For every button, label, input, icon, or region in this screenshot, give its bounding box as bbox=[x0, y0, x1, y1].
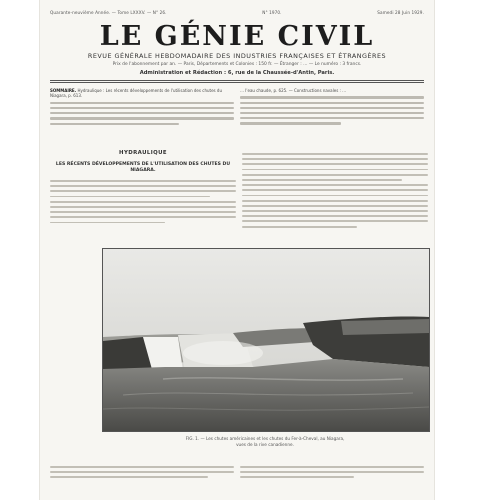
text-line bbox=[242, 205, 428, 207]
text-line bbox=[242, 226, 357, 228]
text-line bbox=[50, 112, 234, 114]
issue-date: Samedi 28 Juin 1929. bbox=[377, 10, 424, 15]
text-line bbox=[240, 117, 424, 119]
text-line bbox=[240, 107, 424, 109]
text-line bbox=[50, 180, 236, 182]
niagara-falls-photo bbox=[102, 248, 430, 432]
caption-line-1: FIG. 1. — Les chutes américaines et les chutes du Fer-à-Cheval, au Niagara, bbox=[185, 436, 345, 441]
text-line bbox=[242, 200, 428, 202]
text-line bbox=[242, 153, 428, 155]
text-line bbox=[50, 201, 236, 203]
niagara-falls-image bbox=[103, 249, 429, 431]
masthead-topline bbox=[50, 10, 424, 15]
journal-title: LE GÉNIE CIVIL bbox=[99, 21, 375, 52]
text-line bbox=[50, 107, 234, 109]
text-line bbox=[50, 471, 234, 473]
text-line bbox=[242, 215, 428, 217]
text-line bbox=[50, 185, 236, 187]
article-title: LES RÉCENTS DÉVELOPPEMENTS DE L'UTILISATION DES CHUTES DU NIAGARA. bbox=[55, 162, 231, 173]
issue-volume: Quarante-neuvième Année. — Tome LXXXV. — N° 26. bbox=[50, 10, 167, 15]
text-line bbox=[240, 476, 354, 478]
text-line bbox=[50, 466, 234, 468]
text-line bbox=[242, 174, 428, 176]
masthead-rule bbox=[50, 80, 424, 81]
issue-number: N° 1970. bbox=[262, 10, 282, 15]
text-line bbox=[242, 220, 428, 222]
text-line bbox=[50, 206, 236, 208]
figure-caption bbox=[102, 436, 428, 447]
summary-column-left bbox=[50, 88, 234, 140]
text-line bbox=[242, 179, 402, 181]
summary-heading: SOMMAIRE. bbox=[50, 88, 77, 93]
article-column-left bbox=[50, 180, 236, 232]
text-line bbox=[242, 210, 428, 212]
text-line bbox=[240, 471, 424, 473]
text-line bbox=[50, 211, 236, 213]
text-line bbox=[240, 102, 424, 104]
article-column-right bbox=[242, 153, 428, 233]
text-line bbox=[242, 163, 428, 165]
table-of-contents bbox=[50, 88, 424, 140]
summary-continued: … l'eau chaude, p. 625. — Constructions navales : … bbox=[240, 88, 347, 93]
journal-subtitle: REVUE GÉNÉRALE HEBDOMADAIRE DES INDUSTRIES FRANÇAISES ET ÉTRANGÈRES bbox=[87, 52, 387, 60]
summary-column-right bbox=[240, 88, 424, 140]
text-line bbox=[242, 195, 428, 197]
masthead-rule-thin bbox=[50, 82, 424, 83]
administration-line: Administration et Rédaction : 6, rue de la Chaussée-d'Antin, Paris. bbox=[139, 70, 335, 76]
text-line bbox=[242, 189, 428, 191]
text-line bbox=[50, 123, 179, 125]
continuation-text bbox=[50, 466, 424, 482]
text-line bbox=[50, 190, 236, 192]
text-line bbox=[240, 96, 424, 98]
text-line bbox=[240, 112, 424, 114]
text-line bbox=[50, 222, 165, 224]
text-line bbox=[50, 476, 208, 478]
section-heading: HYDRAULIQUE bbox=[119, 150, 167, 156]
subscription-line: Prix de l'abonnement par an. — Paris, Départements et Colonies : 150 fr. — Étranger : … — Le numéro : 3 francs. bbox=[112, 62, 362, 67]
bottom-column-right bbox=[240, 466, 424, 482]
text-line bbox=[242, 184, 428, 186]
text-line bbox=[242, 158, 428, 160]
text-line bbox=[242, 169, 428, 171]
text-line bbox=[50, 102, 234, 104]
text-line bbox=[50, 117, 234, 119]
text-line bbox=[50, 216, 236, 218]
summary-first-entry: Hydraulique : Les récents développements de l'utilisation des chutes du Niagara, p. 613. bbox=[50, 88, 222, 99]
text-line bbox=[240, 466, 424, 468]
caption-line-2: vues de la rive canadienne. bbox=[236, 441, 294, 447]
journal-page bbox=[40, 0, 434, 500]
text-line bbox=[50, 196, 210, 198]
bottom-column-left bbox=[50, 466, 234, 482]
text-line bbox=[240, 122, 341, 124]
